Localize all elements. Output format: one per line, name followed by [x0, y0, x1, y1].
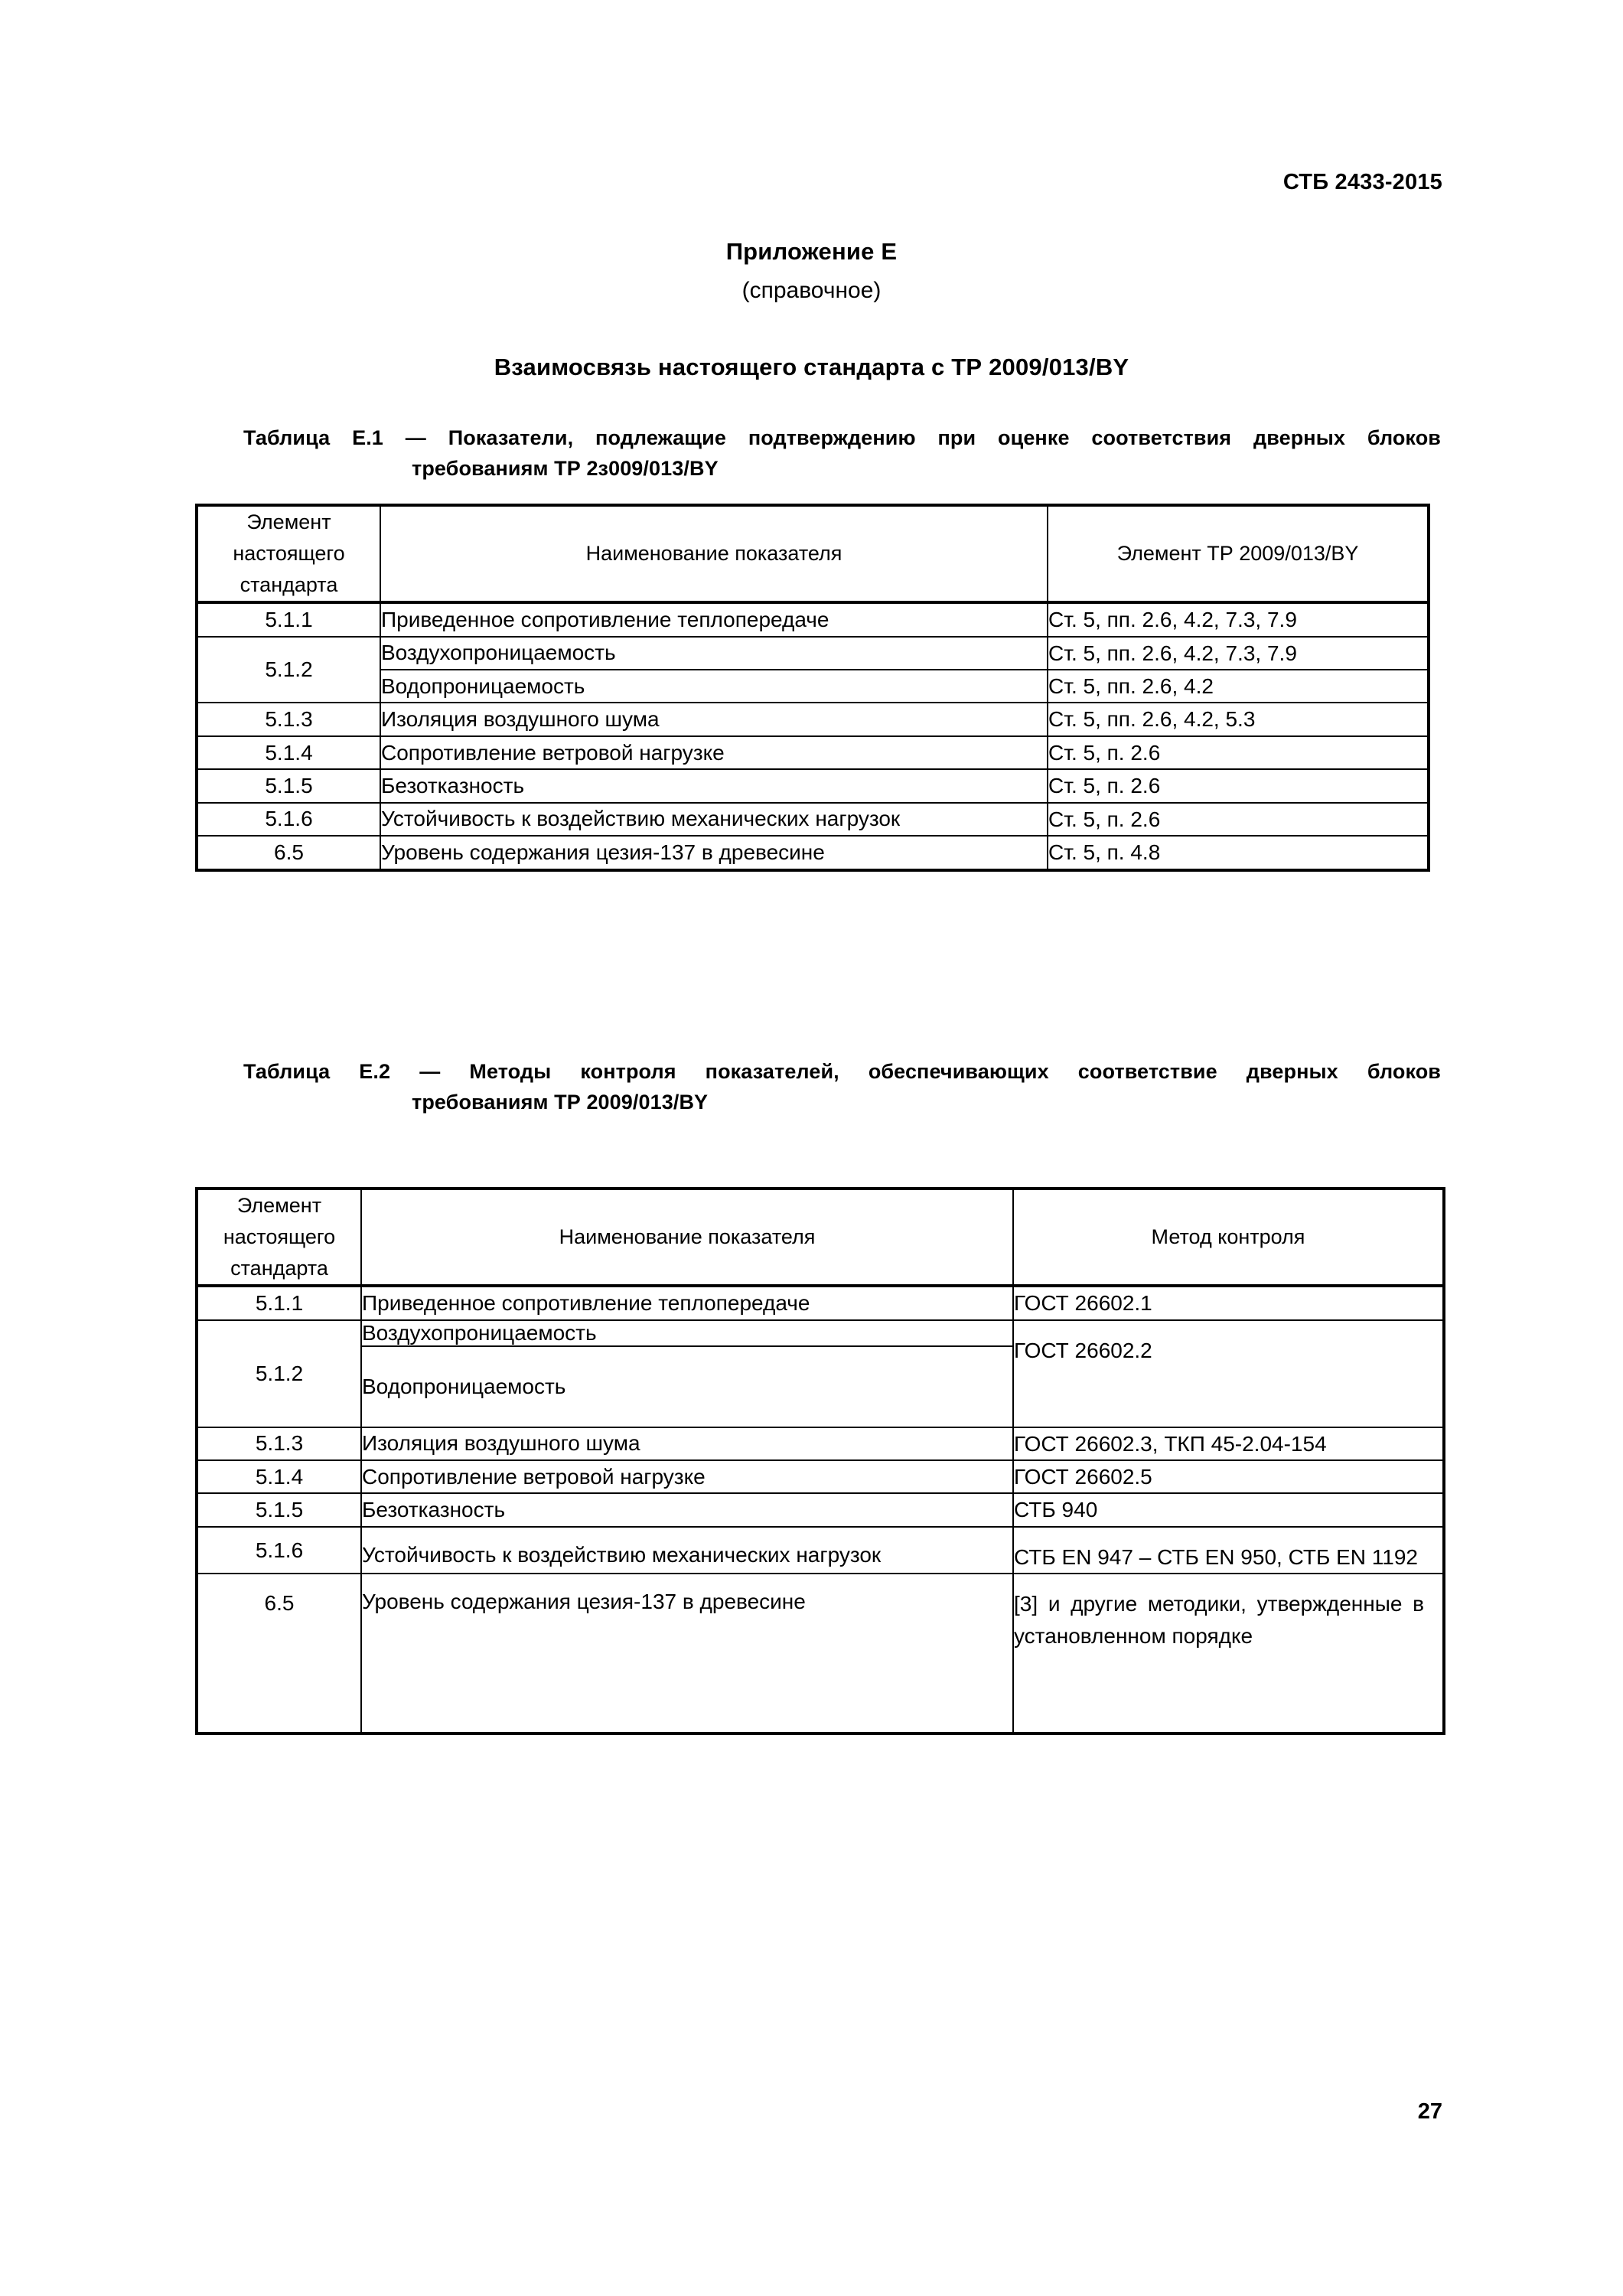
table-e2-col-name: Наименование показателя	[361, 1189, 1013, 1286]
table-row	[197, 1493, 1444, 1526]
table-e1-col-element-line2: настоящего	[233, 542, 345, 566]
table-e1-caption	[243, 423, 1441, 484]
table-e2-r0-ref: ГОСТ 26602.1	[1013, 1286, 1444, 1319]
table-e1-col-element	[197, 505, 380, 602]
table-row	[197, 1574, 1444, 1733]
table-row	[197, 703, 1429, 735]
table-e2-col-element-line3: стандарта	[230, 1257, 328, 1280]
table-e2-col-ref: Метод контроля	[1013, 1189, 1444, 1286]
table-row	[197, 1460, 1444, 1493]
table-e1-r5-element: 5.1.5	[197, 769, 380, 802]
table-e1-r4-ref: Ст. 5, п. 2.6	[1048, 736, 1429, 769]
table-e2-r7-name: Уровень содержания цезия-137 в древесине	[361, 1574, 1013, 1733]
table-e2-r7-element: 6.5	[197, 1574, 361, 1733]
page-number: 27	[1417, 2099, 1442, 2124]
table-e2-r3-element: 5.1.3	[197, 1427, 361, 1460]
table-row	[197, 1286, 1444, 1319]
table-row	[197, 637, 1429, 670]
table-e1-r3-element: 5.1.3	[197, 703, 380, 735]
table-e2-r1-element: 5.1.2	[197, 1320, 361, 1427]
table-e2-r1-name: Воздухопроницаемость	[361, 1320, 1013, 1346]
table-e1-col-element-line1: Элемент	[246, 510, 331, 533]
table-e1-r7-element: 6.5	[197, 836, 380, 869]
table-e1-r2-name: Водопроницаемость	[380, 670, 1048, 703]
table-e2-r0-name: Приведенное сопротивление теплопередаче	[361, 1286, 1013, 1319]
table-e2-r2-name: Водопроницаемость	[361, 1346, 1013, 1427]
table-e1-r5-ref: Ст. 5, п. 2.6	[1048, 769, 1429, 802]
document-standard-reference: СТБ 2433-2015	[1282, 170, 1442, 194]
table-row	[197, 1320, 1444, 1346]
table-e1-r6-ref: Ст. 5, п. 2.6	[1048, 803, 1429, 836]
table-row	[197, 836, 1429, 869]
table-e2-r4-element: 5.1.4	[197, 1460, 361, 1493]
table-row	[197, 1527, 1444, 1574]
table-e1-r3-name: Изоляция воздушного шума	[380, 703, 1048, 735]
table-e2-body	[197, 1286, 1444, 1733]
table-e1	[195, 504, 1430, 872]
table-e1-r4-name: Сопротивление ветровой нагрузке	[380, 736, 1048, 769]
table-e1-col-element-line3: стандарта	[240, 573, 338, 597]
annex-title: Приложение Е	[725, 238, 898, 265]
table-e1-col-ref: Элемент ТР 2009/013/BY	[1048, 505, 1429, 602]
table-e2-r1-ref: ГОСТ 26602.2	[1013, 1320, 1444, 1427]
table-row	[197, 769, 1429, 802]
table-e2-caption	[243, 1057, 1441, 1117]
table-e1-r7-name: Уровень содержания цезия-137 в древесине	[380, 836, 1048, 869]
table-e1-header-row	[197, 505, 1429, 602]
table-e2	[195, 1187, 1445, 1735]
table-e2-col-element	[197, 1189, 361, 1286]
table-e2-r5-element: 5.1.5	[197, 1493, 361, 1526]
table-row	[197, 803, 1429, 836]
table-e1-r0-name: Приведенное сопротивление теплопередаче	[380, 602, 1048, 636]
table-e1-r5-name: Безотказность	[380, 769, 1048, 802]
table-e2-r4-name: Сопротивление ветровой нагрузке	[361, 1460, 1013, 1493]
table-e1-r1-element: 5.1.2	[197, 637, 380, 703]
table-e1-caption-line2: требованиям ТР 2з009/013/BY	[412, 457, 719, 481]
table-e2-caption-line2: требованиям ТР 2009/013/BY	[412, 1091, 709, 1114]
table-row	[197, 736, 1429, 769]
table-e2-r6-name: Устойчивость к воздействию механических нагрузок	[361, 1527, 1013, 1574]
table-e2-r5-name: Безотказность	[361, 1493, 1013, 1526]
annex-title-block	[0, 237, 1623, 305]
table-e2-r7-ref: [3] и другие методики, утвержденные в установленном порядке	[1013, 1574, 1444, 1733]
table-e2-r4-ref: ГОСТ 26602.5	[1013, 1460, 1444, 1493]
table-e2-r5-ref: СТБ 940	[1013, 1493, 1444, 1526]
table-e1-header	[197, 505, 1429, 602]
table-e2-header	[197, 1189, 1444, 1286]
table-e2-header-row	[197, 1189, 1444, 1286]
table-e2-r6-element: 5.1.6	[197, 1527, 361, 1574]
table-e1-r4-element: 5.1.4	[197, 736, 380, 769]
table-e1-r7-ref: Ст. 5, п. 4.8	[1048, 836, 1429, 869]
annex-subtitle: (справочное)	[741, 277, 882, 303]
table-e1-r0-ref: Ст. 5, пп. 2.6, 4.2, 7.3, 7.9	[1048, 602, 1429, 636]
table-e1-caption-line1: Таблица Е.1 — Показатели, подлежащие подтверждению при оценке соответствия дверных блоков	[243, 426, 1441, 449]
table-e2-caption-line1: Таблица Е.2 — Методы контроля показателей, обеспечивающих соответствие дверных блоков	[243, 1060, 1441, 1083]
table-e1-r6-element: 5.1.6	[197, 803, 380, 836]
table-row	[197, 602, 1429, 636]
table-row	[197, 1427, 1444, 1460]
table-e2-r6-ref: СТБ EN 947 – СТБ EN 950, СТБ EN 1192	[1013, 1527, 1444, 1574]
annex-heading: Взаимосвязь настоящего стандарта с ТР 2009/013/BY	[494, 354, 1129, 380]
table-e2-r0-element: 5.1.1	[197, 1286, 361, 1319]
table-e2-r3-name: Изоляция воздушного шума	[361, 1427, 1013, 1460]
table-e2-col-element-line1: Элемент	[236, 1194, 322, 1217]
table-row	[197, 670, 1429, 703]
table-e1-r1-ref: Ст. 5, пп. 2.6, 4.2, 7.3, 7.9	[1048, 637, 1429, 670]
table-e2-r3-ref: ГОСТ 26602.3, ТКП 45-2.04-154	[1013, 1427, 1444, 1460]
table-e1-r0-element: 5.1.1	[197, 602, 380, 636]
table-e1-col-name: Наименование показателя	[380, 505, 1048, 602]
table-e1-r6-name: Устойчивость к воздействию механических нагрузок	[380, 803, 1048, 836]
table-e1-r3-ref: Ст. 5, пп. 2.6, 4.2, 5.3	[1048, 703, 1429, 735]
table-e2-col-element-line2: настоящего	[223, 1225, 336, 1249]
table-e1-body	[197, 602, 1429, 870]
table-e1-r2-ref: Ст. 5, пп. 2.6, 4.2	[1048, 670, 1429, 703]
table-e1-r1-name: Воздухопроницаемость	[380, 637, 1048, 670]
